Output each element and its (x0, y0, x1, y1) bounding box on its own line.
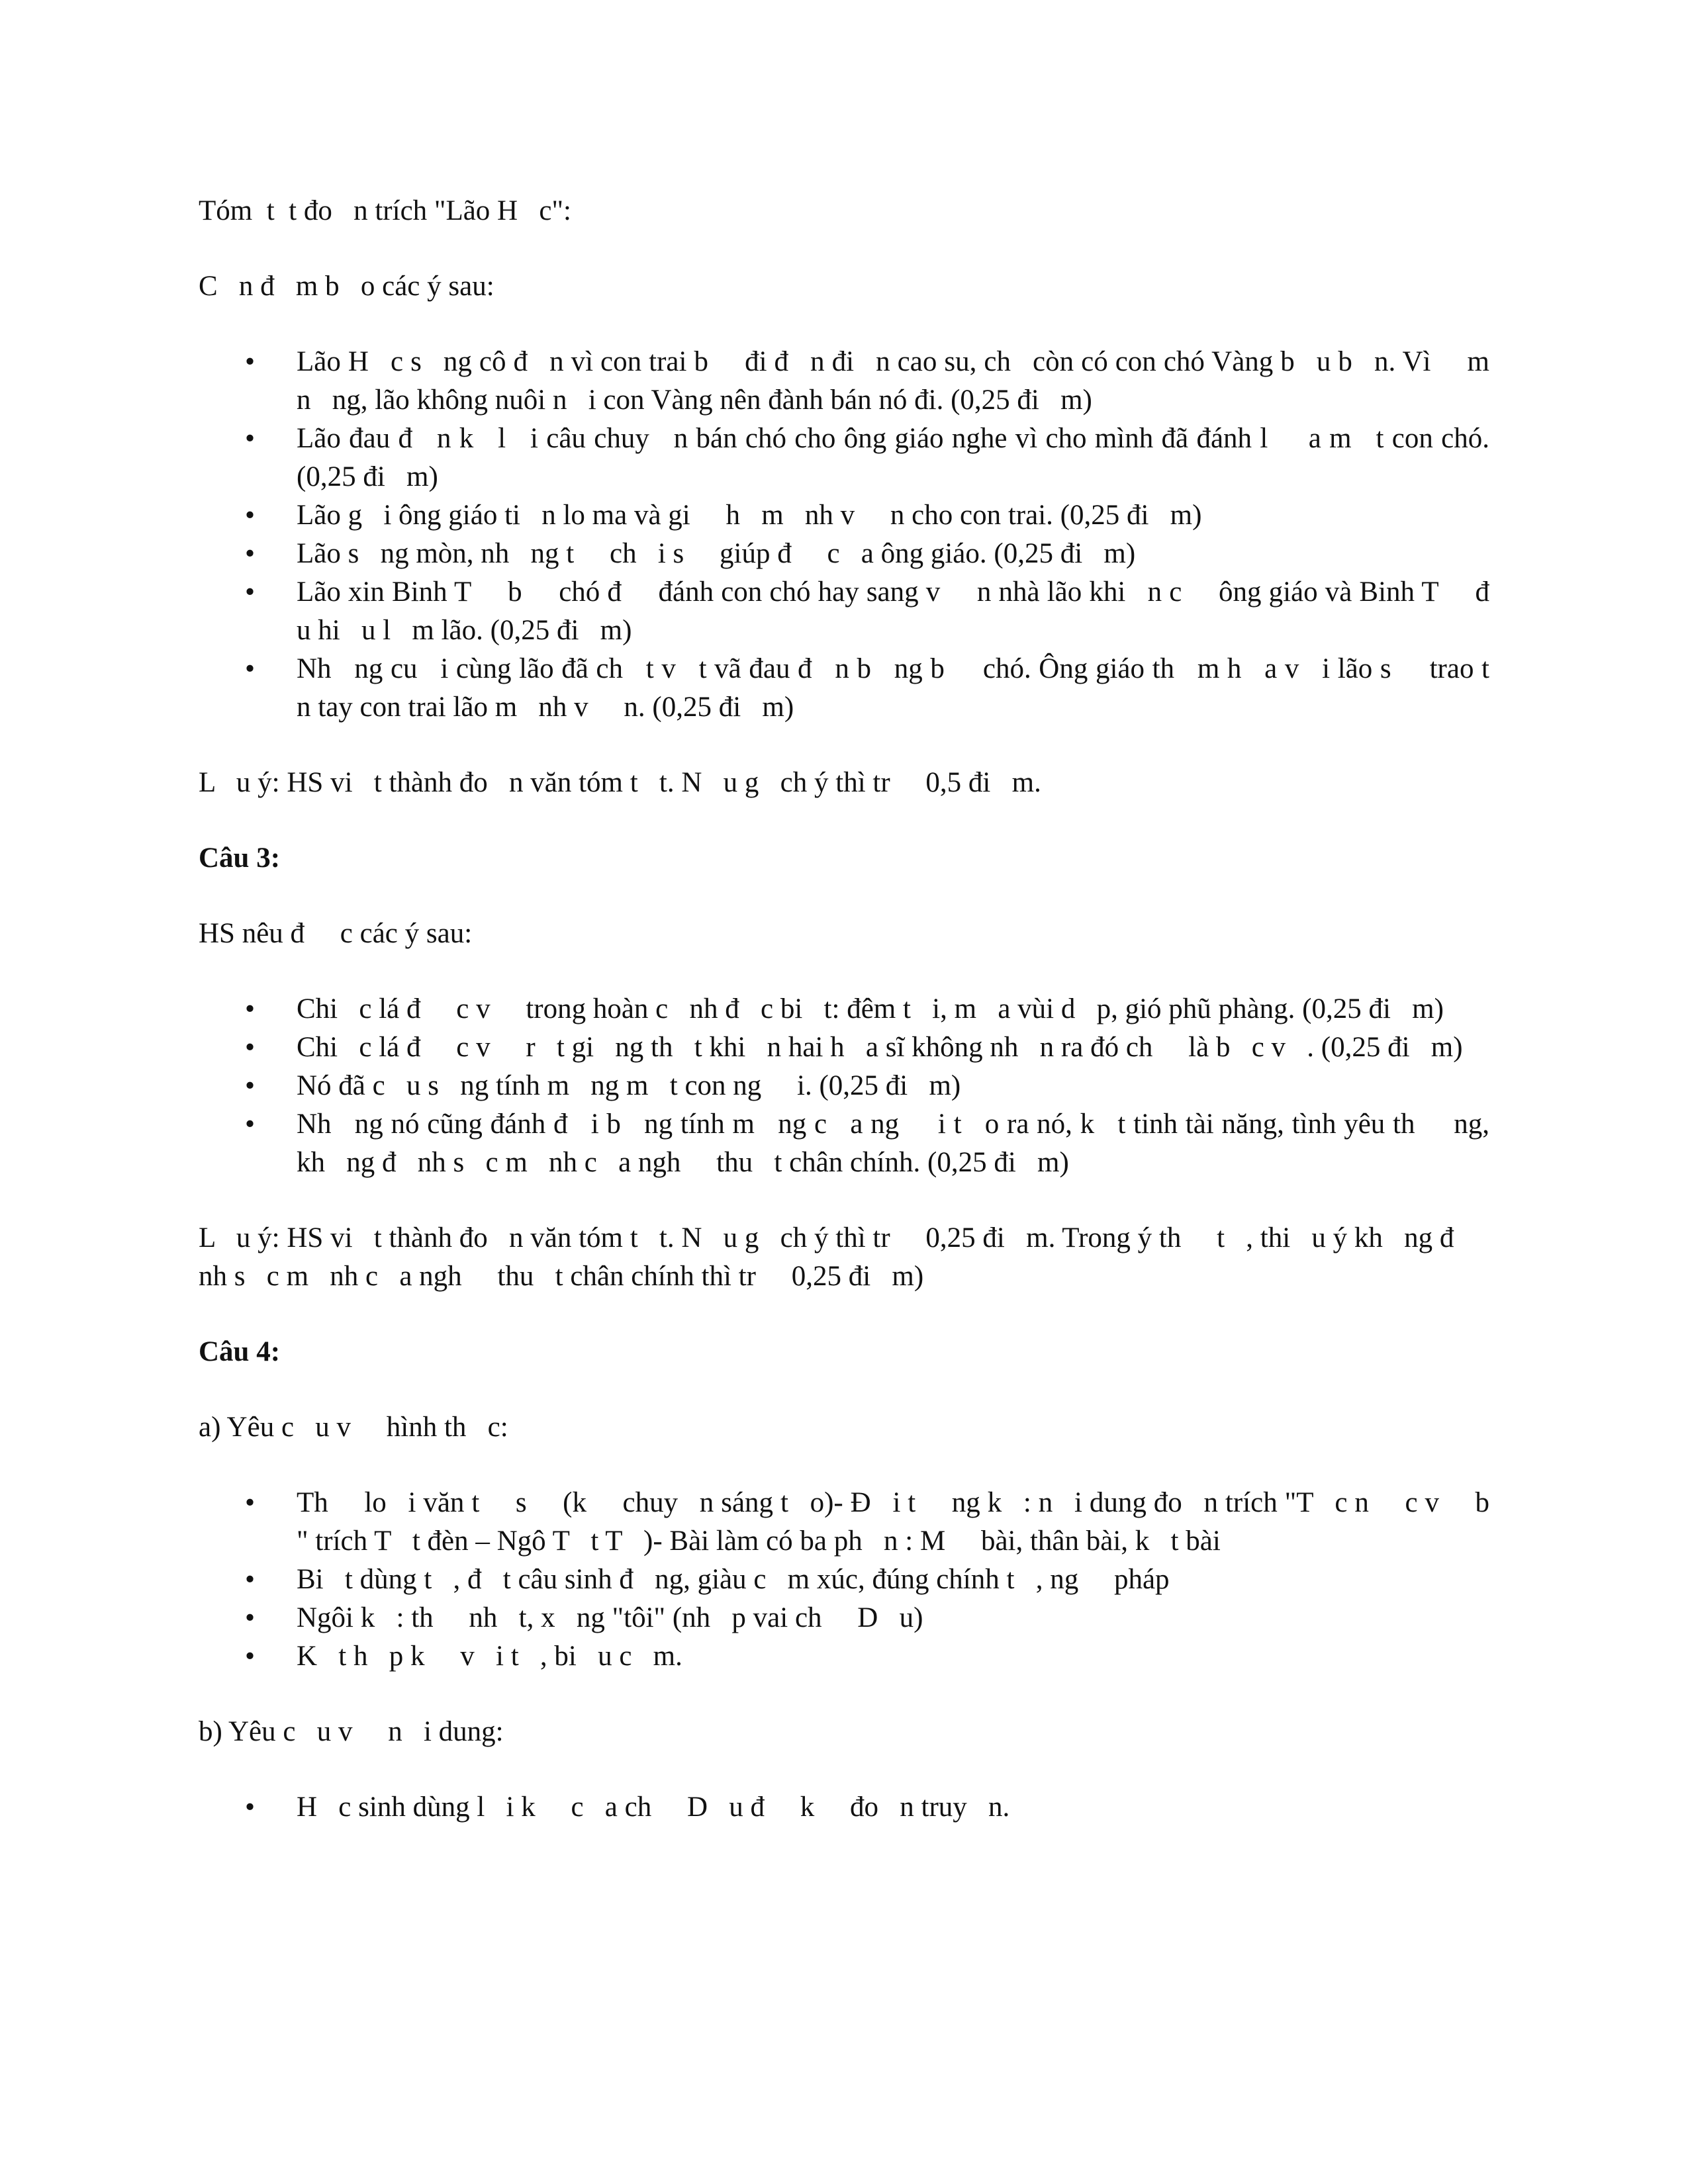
bullet-icon: • (245, 1109, 256, 1140)
list-item (245, 496, 1489, 535)
cau4-part-b-bullet-list (199, 1788, 1489, 1827)
list-item (245, 535, 1489, 573)
list-item (245, 1599, 1489, 1637)
list-item-text: Nh ng cu i cùng lão đã ch t v t vã đau đ n b ng b chó. Ông giáo th m h a v i lão s trao t n tay con trai lão m nh v n. (0,25 đi m) (297, 653, 1511, 723)
summary-bullet-list (199, 343, 1511, 727)
list-item-text: H c sinh dùng l i k c a ch D u đ k đo n truy n. (297, 1792, 1010, 1823)
bullet-icon: • (245, 423, 256, 454)
list-item (245, 1788, 1489, 1827)
list-item-text: Lão s ng mòn, nh ng t ch i s giúp đ c a ông giáo. (0,25 đi m) (297, 538, 1136, 569)
bullet-icon: • (245, 346, 256, 377)
list-item-text: Bi t dùng t , đ t câu sinh đ ng, giàu c m xúc, đúng chính t , ng pháp (297, 1564, 1170, 1595)
cau3-bullet-list (199, 990, 1497, 1182)
cau3-note: L u ý: HS vi t thành đo n văn tóm t t. N u g ch ý thì tr 0,25 đi m. Trong ý th t , thi u ý kh ng đ nh s c m nh c a ngh thu t chân chính thì tr 0,25 đi m) (199, 1222, 1476, 1292)
list-item (245, 1637, 1489, 1676)
list-item-text: Ngôi k : th nh t, x ng "tôi" (nh p vai ch D u) (297, 1602, 923, 1633)
bullet-icon: • (245, 1602, 256, 1633)
bullet-icon: • (245, 993, 256, 1024)
summary-intro: C n đ m b o các ý sau: (199, 271, 494, 302)
list-item-text: Lão xin Binh T b chó đ đánh con chó hay sang v n nhà lão khi n c ông giáo và Binh T đ u hi u l m lão. (0,25 đi m) (297, 576, 1511, 646)
list-item (245, 1484, 1511, 1561)
list-item-text: Lão H c s ng cô đ n vì con trai b đi đ n đi n cao su, ch còn có con chó Vàng b u b n. Vì m n ng, lão không nuôi n i con Vàng nên đành bán nó đi. (0,25 đi m) (297, 346, 1497, 416)
cau3-intro: HS nêu đ c các ý sau: (199, 918, 473, 949)
document-page (199, 192, 1511, 1864)
list-item-text: K t h p k v i t , bi u c m. (297, 1641, 682, 1672)
bullet-icon: • (245, 500, 256, 531)
list-item-text: Nh ng nó cũng đánh đ i b ng tính m ng c a ng i t o ra nó, k t tinh tài năng, tình yêu th ng, kh ng đ nh s c m nh c a ngh thu t chân chính. (0,25 đi m) (297, 1109, 1497, 1178)
bullet-icon: • (245, 1070, 256, 1101)
bullet-icon: • (245, 1641, 256, 1672)
list-item (245, 1105, 1497, 1182)
list-item (245, 650, 1511, 727)
bullet-icon: • (245, 1792, 256, 1823)
list-item (245, 1561, 1489, 1599)
list-item-text: Nó đã c u s ng tính m ng m t con ng i. (0,25 đi m) (297, 1070, 961, 1101)
list-item (245, 420, 1497, 496)
bullet-icon: • (245, 1564, 256, 1595)
list-item (245, 343, 1497, 420)
list-item-text: Lão đau đ n k l i câu chuy n bán chó cho ông giáo nghe vì cho mình đã đánh l a m t con chó. (0,25 đi m) (297, 423, 1497, 492)
list-item-text: Chi c lá đ c v r t gi ng th t khi n hai h a sĩ không nh n ra đó ch là b c v . (0,25 đi m) (297, 1032, 1463, 1063)
cau4-part-b-title: b) Yêu c u v n i dung: (199, 1716, 504, 1747)
bullet-icon: • (245, 1032, 256, 1063)
summary-title: Tóm t t đo n trích "Lão H c": (199, 195, 571, 226)
list-item-text: Chi c lá đ c v trong hoàn c nh đ c bi t: đêm t i, m a vùi d p, gió phũ phàng. (0,25 đi m) (297, 993, 1444, 1024)
bullet-icon: • (245, 653, 256, 684)
list-item (245, 990, 1489, 1028)
cau3-heading: Câu 3: (199, 842, 281, 874)
list-item-text: Th lo i văn t s (k chuy n sáng t o)- Đ i t ng k : n i dung đo n trích "T c n c v b " trích T t đèn – Ngô T t T )- Bài làm có ba ph n : M bài, thân bài, k t bài (297, 1487, 1511, 1557)
cau4-part-a-bullet-list (199, 1484, 1511, 1676)
summary-note: L u ý: HS vi t thành đo n văn tóm t t. N u g ch ý thì tr 0,5 đi m. (199, 767, 1041, 798)
cau4-part-a-title: a) Yêu c u v hình th c: (199, 1412, 508, 1443)
list-item (245, 1067, 1489, 1105)
cau4-heading: Câu 4: (199, 1336, 281, 1367)
list-item-text: Lão g i ông giáo ti n lo ma và gi h m nh v n cho con trai. (0,25 đi m) (297, 500, 1202, 531)
bullet-icon: • (245, 538, 256, 569)
list-item (245, 573, 1511, 650)
list-item (245, 1028, 1489, 1067)
bullet-icon: • (245, 1487, 256, 1518)
bullet-icon: • (245, 576, 256, 608)
